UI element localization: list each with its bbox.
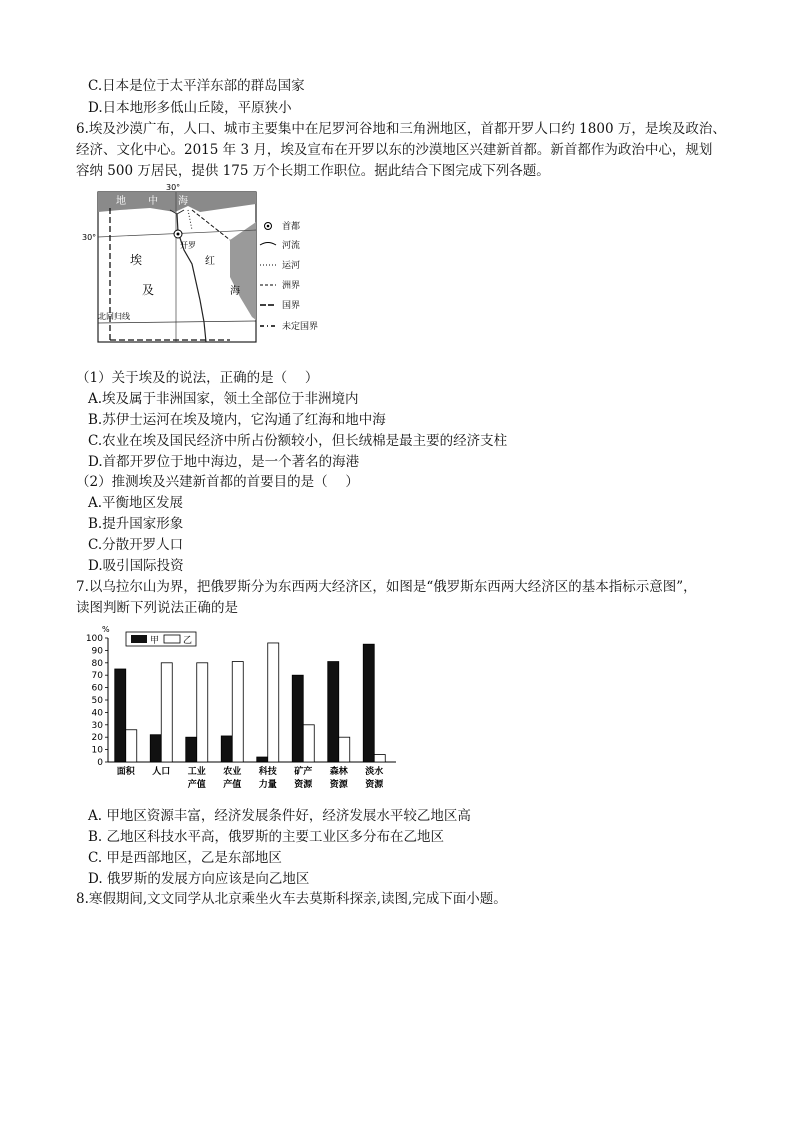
legend-canal-label: 运河 xyxy=(282,261,301,271)
suez-canal-line xyxy=(188,210,192,230)
map-legend xyxy=(260,220,318,332)
legend-national-border-label: 国界 xyxy=(282,301,301,311)
bar-jia-0 xyxy=(115,669,126,762)
x-tick-label: 淡水 xyxy=(365,767,384,777)
sea-char-2: 中 xyxy=(148,196,158,207)
q5-option-c: C.日本是位于太平洋东部的群岛国家 xyxy=(88,78,305,94)
q6-sub1-stem: （1）关于埃及的说法，正确的是（ ） xyxy=(76,370,319,386)
chart-unit-label: % xyxy=(102,625,110,634)
red-sea-char-1: 红 xyxy=(205,256,215,267)
q7-stem-line2: 读图判断下列说法正确的是 xyxy=(76,600,238,616)
q6-sub2-option-b: B.提升国家形象 xyxy=(88,516,184,532)
capital-dot xyxy=(177,233,180,236)
x-tick-label: 矿产 xyxy=(294,767,313,777)
bar-yi-1 xyxy=(161,663,172,762)
x-tick-label: 资源 xyxy=(329,780,348,790)
lat-top-label: 30° xyxy=(166,183,181,192)
red-sea-char-2: 海 xyxy=(230,286,240,297)
bar-yi-2 xyxy=(197,663,208,762)
bar-yi-7 xyxy=(374,755,385,762)
y-tick-label: 60 xyxy=(91,683,103,694)
bar-yi-0 xyxy=(126,730,137,762)
bar-jia-5 xyxy=(292,675,303,762)
bar-jia-7 xyxy=(363,644,374,762)
q6-sub1-option-a: A.埃及属于非洲国家，领土全部位于非洲境内 xyxy=(88,391,359,407)
x-tick-label: 科技 xyxy=(258,767,277,777)
egypt-map xyxy=(80,182,335,354)
red-sea-shape xyxy=(230,222,256,320)
y-tick-label: 0 xyxy=(97,758,103,768)
bar-jia-2 xyxy=(186,737,197,762)
q6-stem-line1: 6.埃及沙漠广布，人口、城市主要集中在尼罗河谷地和三角洲地区，首都开罗人口约 1800 万，是埃及政治、 xyxy=(76,121,726,137)
bars xyxy=(115,643,386,762)
legend-river-icon xyxy=(260,243,276,246)
y-tick-label: 80 xyxy=(91,658,103,669)
legend-capital-label: 首都 xyxy=(282,222,301,232)
sea-char-3: 海 xyxy=(178,196,188,207)
y-tick-label: 90 xyxy=(91,646,103,657)
q6-sub1-option-d: D.首都开罗位于地中海边，是一个著名的海港 xyxy=(88,454,360,470)
q6-sub2-option-d: D.吸引国际投资 xyxy=(88,558,184,574)
tropic-line xyxy=(98,321,256,323)
y-tick-label: 50 xyxy=(91,696,103,706)
q6-sub2-option-c: C.分散开罗人口 xyxy=(88,537,184,553)
q8-stem: 8.寒假期间,文文同学从北京乘坐火车去莫斯科探亲,读图,完成下面小题。 xyxy=(76,891,507,907)
egypt-char-1: 埃 xyxy=(130,253,143,267)
legend-continent-boundary-label: 洲界 xyxy=(282,281,301,291)
q6-stem-line3: 容纳 500 万居民，提供 175 万个长期工作职位。据此结合下图完成下列各题。 xyxy=(76,163,550,179)
legend-river-label: 河流 xyxy=(282,241,301,251)
q7-option-b: B. 乙地区科技水平高，俄罗斯的主要工业区多分布在乙地区 xyxy=(88,829,445,845)
lat-left-label: 30° xyxy=(82,233,97,242)
legend-jia-swatch xyxy=(131,635,147,643)
bar-jia-4 xyxy=(257,757,268,762)
q7-stem-line1: 7.以乌拉尔山为界，把俄罗斯分为东西两大经济区，如图是“俄罗斯东西两大经济区的基本指标示意图”， xyxy=(76,579,697,595)
x-tick-label: 森林 xyxy=(329,767,348,777)
y-tick-label: 30 xyxy=(91,720,103,731)
legend-yi-label: 乙 xyxy=(183,636,193,646)
legend-yi-swatch xyxy=(164,635,180,643)
x-tick-label: 工业 xyxy=(187,767,206,777)
q5-option-d: D.日本地形多低山丘陵，平原狭小 xyxy=(88,100,292,116)
q7-option-a: A. 甲地区资源丰富，经济发展条件好，经济发展水平较乙地区高 xyxy=(88,808,471,824)
x-tick-label: 力量 xyxy=(258,780,277,790)
q6-stem-line2: 经济、文化中心。2015 年 3 月，埃及宣布在开罗以东的沙漠地区兴建新首都。新首都作为政治中心，规划 xyxy=(76,142,713,158)
x-tick-label: 人口 xyxy=(152,767,171,777)
x-tick-label: 面积 xyxy=(116,767,135,777)
bar-yi-4 xyxy=(268,643,279,762)
continent-boundary-line xyxy=(192,210,230,240)
bar-jia-3 xyxy=(221,736,232,762)
y-tick-label: 100 xyxy=(85,634,103,644)
tropic-label: 北回归线 xyxy=(98,312,130,321)
x-tick-label: 产值 xyxy=(223,780,242,790)
sea-char-1: 地 xyxy=(116,196,126,207)
q6-sub1-option-b: B.苏伊士运河在埃及境内，它沟通了红海和地中海 xyxy=(88,412,386,428)
y-tick-label: 10 xyxy=(91,745,103,756)
bar-yi-6 xyxy=(339,737,350,762)
y-tick-label: 40 xyxy=(91,708,103,719)
x-tick-label: 资源 xyxy=(294,780,313,790)
bar-yi-3 xyxy=(232,662,243,762)
x-tick-label: 农业 xyxy=(223,767,242,777)
bar-jia-6 xyxy=(328,662,339,762)
x-labels xyxy=(117,765,385,790)
y-tick-label: 70 xyxy=(91,671,103,682)
legend-undetermined-border-label: 未定国界 xyxy=(282,322,319,332)
chart-legend xyxy=(126,632,196,646)
q6-sub2-stem: （2）推测埃及兴建新首都的首要目的是（ ） xyxy=(76,474,359,490)
cairo-label: 开罗 xyxy=(180,241,196,250)
q7-option-c: C. 甲是西部地区，乙是东部地区 xyxy=(88,850,282,866)
q6-sub2-option-a: A.平衡地区发展 xyxy=(88,495,184,511)
y-tick-label: 20 xyxy=(91,733,103,744)
x-tick-label: 产值 xyxy=(187,780,206,790)
russia-indicator-chart xyxy=(78,622,398,798)
bar-yi-5 xyxy=(303,725,314,762)
x-tick-label: 资源 xyxy=(365,780,384,790)
bar-jia-1 xyxy=(150,735,161,762)
egypt-char-2: 及 xyxy=(142,283,155,297)
legend-jia-label: 甲 xyxy=(150,636,160,646)
q7-option-d: D. 俄罗斯的发展方向应该是向乙地区 xyxy=(88,871,310,887)
q6-sub1-option-c: C.农业在埃及国民经济中所占份额较小，但长绒棉是最主要的经济支柱 xyxy=(88,433,508,449)
